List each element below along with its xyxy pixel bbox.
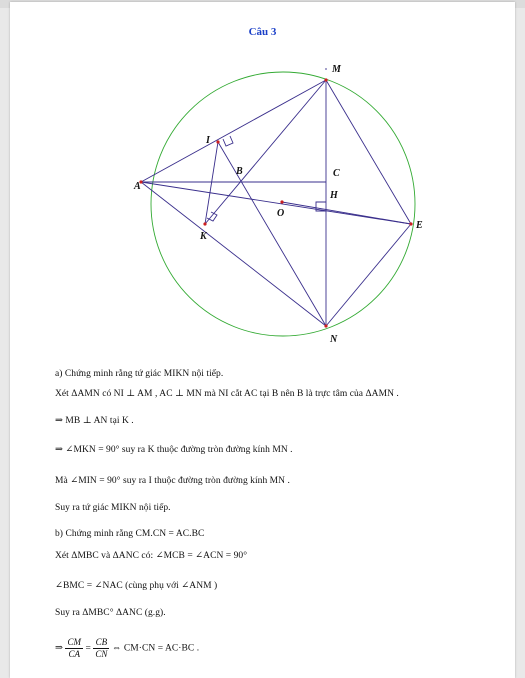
fraction-cb-cn: $\frac{CB}{CN}$ xyxy=(95,637,108,659)
text-line: Xét ΔAMN có NI ⊥ AM , AC ⊥ MN mà NI cắt AC tại B nên B là trực tâm của ΔAMN . xyxy=(55,389,399,399)
text-line: Mà ∠MIN = 90° suy ra I thuộc đường tròn đường kính MN . xyxy=(55,476,290,486)
question-title: Câu 3 xyxy=(248,26,277,38)
part-b-heading: b) Chứng minh rằng CM.CN = AC.BC xyxy=(55,529,205,539)
label-n: N xyxy=(330,334,338,345)
text-line: Suy ra ΔMBC° ΔANC (g.g). xyxy=(55,608,166,618)
label-a: A xyxy=(134,181,141,192)
label-h: H xyxy=(330,190,338,201)
document-page xyxy=(10,2,515,678)
label-m: M xyxy=(332,64,341,75)
label-o: O xyxy=(277,208,285,219)
fraction-cm-ca: $\frac{CM}{CA}$ xyxy=(67,637,82,659)
text-line: Xét ΔMBC và ΔANC có: ∠MCB = ∠ACN = 90° xyxy=(55,551,248,561)
ratio-equation xyxy=(55,637,199,660)
equals-sign: = xyxy=(85,643,91,654)
text-line: Suy ra tứ giác MIKN nội tiếp. xyxy=(55,503,171,513)
figure-lines xyxy=(141,68,411,326)
equation-result: ⇔ CM·CN = AC·BC . xyxy=(111,643,200,654)
implies-symbol: ⇒ xyxy=(55,643,64,654)
label-e: E xyxy=(416,220,423,231)
label-k: K xyxy=(200,231,207,242)
label-b: B xyxy=(236,166,243,177)
label-i: I xyxy=(206,135,210,146)
part-a-heading: a) Chứng minh rằng tứ giác MIKN nội tiếp. xyxy=(55,369,224,379)
text-line: ⇒ ∠MKN = 90° suy ra K thuộc đường tròn đường kính MN . xyxy=(55,445,293,455)
text-line: ∠BMC = ∠NAC (cùng phụ với ∠ANM ) xyxy=(55,581,218,591)
label-c: C xyxy=(333,168,340,179)
geometry-figure xyxy=(10,2,515,362)
text-line: ⇒ MB ⊥ AN tại K . xyxy=(55,416,134,426)
